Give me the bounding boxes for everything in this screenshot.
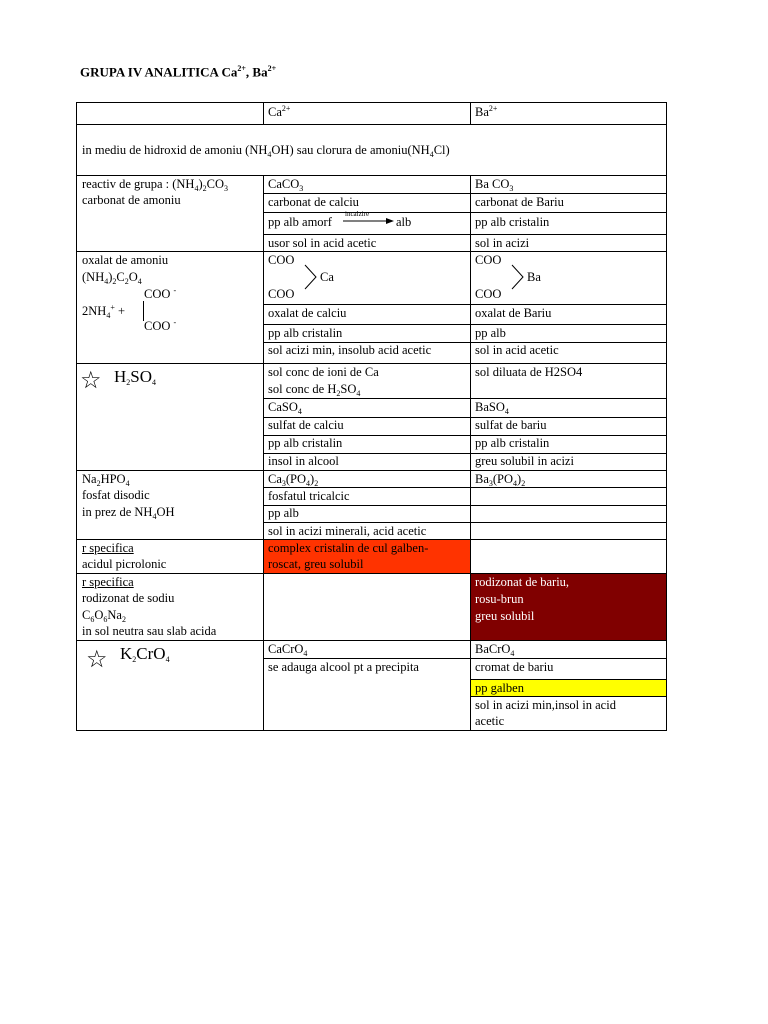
ca-oxalate-bracket [304, 264, 318, 290]
star-icon: ☆ [80, 366, 102, 394]
oxalate-coo-top: COO - [144, 286, 177, 301]
ba-sulfate-name: sulfat de bariu [475, 418, 547, 432]
heat-arrow [343, 217, 395, 225]
rhodizonate-name: rodizonat de sodiu [82, 591, 175, 605]
ba-carbonate-formula: Ba $CO_3$ [475, 177, 514, 193]
heat-label: incalzire [345, 210, 370, 218]
ca-carbonate-sol: usor sol in acid acetic [268, 236, 377, 250]
ba-chromate-name: cromat de bariu [475, 660, 554, 674]
ca-phosphate-pp: pp alb [268, 506, 299, 520]
ba-sulfate-cond: sol diluata de H2SO4 [475, 365, 583, 379]
ba-oxalate-metal: Ba [527, 270, 541, 284]
ca-carbonate-name: carbonat de calciu [268, 195, 359, 209]
ca-oxalate-pp: pp alb cristalin [268, 326, 343, 340]
carbonate-name: carbonat de amoniu [82, 193, 181, 207]
ba-sulfate-sol: greu solubil in acizi [475, 454, 574, 468]
ba-rhodizonate-l3: greu solubil [475, 609, 535, 623]
ca-oxalate-name: oxalat de calciu [268, 306, 347, 320]
ba-rhodizonate-l1: rodizonat de bariu, [475, 575, 570, 589]
ba-carbonate-sol: sol in acizi [475, 236, 530, 250]
oxalate-name: oxalat de amoniu [82, 253, 169, 267]
ca-picric-l2: roscat, greu solubil [268, 557, 364, 571]
sulfate-reagent: $H_2SO_4$ [114, 367, 157, 387]
ca-sulfate-pp: pp alb cristalin [268, 436, 343, 450]
rhodizonate-label: r specifica [82, 575, 134, 589]
ba-sulfate-formula: BaSO$_4$ [475, 400, 509, 416]
ba-oxalate-coo-top: COO [475, 253, 502, 267]
ba-chromate-sol2: acetic [475, 714, 505, 728]
ca-sulfate-cond2: sol conc de $H_2SO_4$ [268, 382, 361, 398]
ba-oxalate-pp: pp alb [475, 326, 506, 340]
ba-chromate-sol1: sol in acizi min,insol in acid [475, 698, 616, 712]
ba-carbonate-name: carbonat de Bariu [475, 195, 564, 209]
ba-chromate-formula: BaCrO$_4$ [475, 642, 515, 658]
ca-carbonate-pp: pp alb amorf [268, 215, 332, 229]
phosphate-reagent: $Na_2HPO_4$ [82, 472, 130, 488]
picric-label: r specifica [82, 541, 134, 555]
ca-carbonate-pp-white: alb [396, 215, 412, 229]
header-ca: $Ca^{2+}$ [268, 104, 291, 119]
ca-oxalate-coo-bottom: COO [268, 287, 295, 301]
ba-oxalate-name: oxalat de Bariu [475, 306, 552, 320]
ba-chromate-pp: pp galben [475, 681, 524, 695]
picric-name: acidul picrolonic [82, 557, 167, 571]
ca-phosphate-formula: $Ca_3(PO_4)_2$ [268, 472, 319, 488]
ca-picric-l1: complex cristalin de cul galben- [268, 541, 429, 555]
star-icon: ☆ [86, 645, 108, 673]
ca-sulfate-formula: CaSO$_4$ [268, 400, 302, 416]
ba-phosphate-formula: $Ba_3(PO_4)_2$ [475, 472, 526, 488]
ca-oxalate-coo-top: COO [268, 253, 295, 267]
phosphate-name: fosfat disodic [82, 488, 150, 502]
header-ba: $Ba^{2+}$ [475, 104, 498, 119]
reaction-table [76, 102, 667, 731]
ca-sulfate-name: sulfat de calciu [268, 418, 344, 432]
ca-sulfate-cond1: sol conc de ioni de Ca [268, 365, 379, 379]
chromate-reagent: $K_2CrO_4$ [120, 644, 170, 664]
ca-carbonate-formula: CaCO$_3$ [268, 177, 304, 193]
ca-sulfate-sol: insol in alcool [268, 454, 339, 468]
ba-oxalate-bracket [511, 264, 525, 290]
phosphate-cond: in prez de $NH_4OH$ [82, 505, 175, 521]
ba-carbonate-pp: pp alb cristalin [475, 215, 550, 229]
oxalate-formula: $(NH_4)_2C_2O_4$ [82, 270, 142, 286]
ba-rhodizonate-l2: rosu-brun [475, 592, 524, 606]
ca-oxalate-sol: sol acizi min, insolub acid acetic [268, 343, 432, 357]
ba-oxalate-sol: sol in acid acetic [475, 343, 559, 357]
ca-phosphate-sol: sol in acizi minerali, acid acetic [268, 524, 427, 538]
ca-chromate-formula: CaCrO$_4$ [268, 642, 308, 658]
page-title: GRUPA IV ANALITICA $Ca^{2+}$, $Ba^{2+}$ [80, 64, 277, 80]
carbonate-reagent: reactiv de grupa : $(NH_4)_2CO_3$ [82, 177, 228, 193]
medium-text: in mediu de hidroxid de amoniu $(NH_4OH)$ sau clorura de $amoniu(NH_4Cl)$ [82, 143, 450, 159]
ca-phosphate-name: fosfatul tricalcic [268, 489, 350, 503]
ba-sulfate-pp: pp alb cristalin [475, 436, 550, 450]
oxalate-nh4: $2NH_4^+$ + [82, 303, 126, 320]
ba-oxalate-coo-bottom: COO [475, 287, 502, 301]
oxalate-coo-bottom: COO - [144, 318, 177, 333]
ca-chromate-note: se adauga alcool pt a precipita [268, 660, 419, 674]
rhodizonate-cond: in sol neutra sau slab acida [82, 624, 217, 638]
ca-oxalate-metal: Ca [320, 270, 334, 284]
rhodizonate-formula: $C_6O_6Na_2$ [82, 608, 126, 624]
